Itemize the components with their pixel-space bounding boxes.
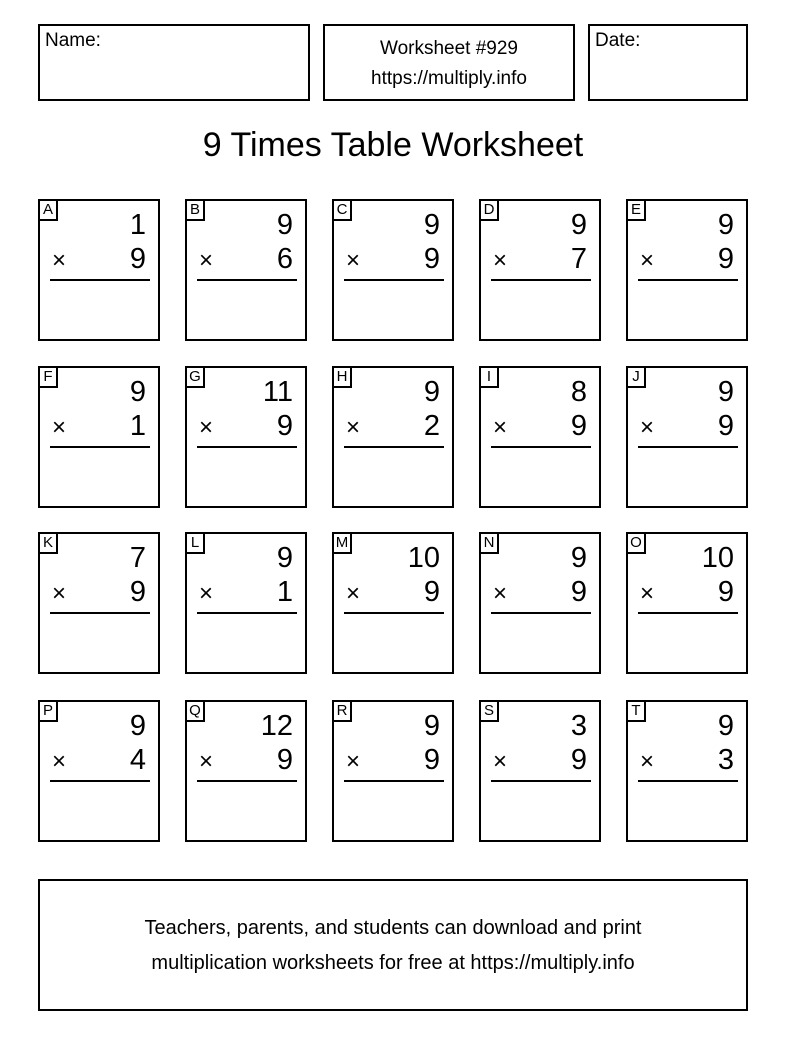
multiplier: 9 <box>570 410 587 442</box>
times-sign: × <box>346 247 361 274</box>
answer-line <box>344 780 444 782</box>
times-sign: × <box>346 748 361 775</box>
multiplier: 7 <box>570 243 587 275</box>
problem-box[interactable] <box>332 532 454 674</box>
times-sign: × <box>640 748 655 775</box>
multiplier: 9 <box>423 243 440 275</box>
footer-line-2: multiplication worksheets for free at https://multiply.info <box>151 952 635 974</box>
problem-letter: G <box>185 366 205 388</box>
times-sign: × <box>493 748 508 775</box>
problem-letter: P <box>38 700 58 722</box>
multiplier: 9 <box>570 576 587 608</box>
date-label: Date: <box>595 30 641 51</box>
problem-letter: I <box>479 366 499 388</box>
problem-letter: A <box>38 199 58 221</box>
page-title: 9 Times Table Worksheet <box>202 126 584 164</box>
multiplicand: 9 <box>717 710 734 742</box>
multiplicand: 9 <box>423 376 440 408</box>
answer-line <box>344 446 444 448</box>
problem-letter: C <box>332 199 352 221</box>
multiplicand: 8 <box>570 376 587 408</box>
footer-line-1: Teachers, parents, and students can download and print <box>144 917 642 939</box>
problem-letter: B <box>185 199 205 221</box>
multiplier: 2 <box>423 410 440 442</box>
answer-line <box>50 780 150 782</box>
problem-letter: Q <box>185 700 205 722</box>
multiplicand: 12 <box>260 710 293 742</box>
answer-line <box>197 446 297 448</box>
worksheet-info-box <box>323 24 575 101</box>
problem-box[interactable] <box>332 199 454 341</box>
multiplier: 9 <box>276 744 293 776</box>
multiplier: 6 <box>276 243 293 275</box>
answer-line <box>638 612 738 614</box>
answer-line <box>344 279 444 281</box>
multiplicand: 9 <box>276 209 293 241</box>
problem-box[interactable] <box>626 199 748 341</box>
problem-box[interactable] <box>479 366 601 508</box>
date-box[interactable] <box>588 24 748 101</box>
times-sign: × <box>493 580 508 607</box>
multiplicand: 9 <box>570 209 587 241</box>
answer-line <box>50 612 150 614</box>
problem-box[interactable] <box>38 532 160 674</box>
multiplicand: 9 <box>717 209 734 241</box>
problem-letter: R <box>332 700 352 722</box>
problem-box[interactable] <box>185 532 307 674</box>
multiplier: 9 <box>717 410 734 442</box>
times-sign: × <box>346 580 361 607</box>
problem-box[interactable] <box>38 700 160 842</box>
problem-box[interactable] <box>185 199 307 341</box>
times-sign: × <box>640 580 655 607</box>
problem-box[interactable] <box>479 532 601 674</box>
problem-letter: K <box>38 532 58 554</box>
answer-line <box>197 780 297 782</box>
multiplicand: 1 <box>129 209 146 241</box>
problem-letter: D <box>479 199 499 221</box>
answer-line <box>197 612 297 614</box>
problem-box[interactable] <box>626 700 748 842</box>
answer-line <box>491 279 591 281</box>
multiplicand: 10 <box>701 542 734 574</box>
problem-letter: L <box>185 532 205 554</box>
times-sign: × <box>199 748 214 775</box>
problem-letter: E <box>626 199 646 221</box>
problem-box[interactable] <box>38 199 160 341</box>
name-label: Name: <box>45 30 101 51</box>
answer-line <box>491 446 591 448</box>
multiplier: 1 <box>276 576 293 608</box>
problem-box[interactable] <box>332 700 454 842</box>
problem-box[interactable] <box>626 366 748 508</box>
multiplier: 9 <box>717 243 734 275</box>
answer-line <box>50 279 150 281</box>
times-sign: × <box>52 748 67 775</box>
times-sign: × <box>640 414 655 441</box>
multiplicand: 10 <box>407 542 440 574</box>
problem-box[interactable] <box>185 366 307 508</box>
times-sign: × <box>493 247 508 274</box>
times-sign: × <box>52 414 67 441</box>
multiplier: 3 <box>717 744 734 776</box>
problem-letter: N <box>479 532 499 554</box>
times-sign: × <box>640 247 655 274</box>
multiplier: 9 <box>423 744 440 776</box>
answer-line <box>638 446 738 448</box>
times-sign: × <box>199 247 214 274</box>
worksheet-number: Worksheet #929 <box>379 38 518 59</box>
answer-line <box>638 780 738 782</box>
multiplier: 9 <box>423 576 440 608</box>
multiplier: 9 <box>276 410 293 442</box>
times-sign: × <box>52 580 67 607</box>
name-box[interactable] <box>38 24 310 101</box>
multiplicand: 9 <box>129 376 146 408</box>
problem-box[interactable] <box>38 366 160 508</box>
problem-box[interactable] <box>479 700 601 842</box>
problem-letter: J <box>626 366 646 388</box>
problem-letter: M <box>332 532 352 554</box>
multiplicand: 9 <box>570 542 587 574</box>
problem-letter: O <box>626 532 646 554</box>
answer-line <box>491 612 591 614</box>
multiplicand: 9 <box>717 376 734 408</box>
multiplicand: 7 <box>129 542 146 574</box>
problem-box[interactable] <box>185 700 307 842</box>
worksheet-website: https://multiply.info <box>371 68 527 89</box>
multiplier: 1 <box>129 410 146 442</box>
times-sign: × <box>493 414 508 441</box>
multiplicand: 9 <box>129 710 146 742</box>
footer-box <box>38 879 748 1011</box>
times-sign: × <box>199 580 214 607</box>
multiplicand: 9 <box>276 542 293 574</box>
multiplicand: 9 <box>423 209 440 241</box>
answer-line <box>638 279 738 281</box>
problem-box[interactable] <box>479 199 601 341</box>
problem-letter: T <box>626 700 646 722</box>
multiplier: 9 <box>570 744 587 776</box>
times-sign: × <box>346 414 361 441</box>
problem-box[interactable] <box>626 532 748 674</box>
multiplicand: 9 <box>423 710 440 742</box>
multiplicand: 3 <box>570 710 587 742</box>
times-sign: × <box>199 414 214 441</box>
answer-line <box>491 780 591 782</box>
multiplier: 4 <box>129 744 146 776</box>
multiplier: 9 <box>129 576 146 608</box>
problem-letter: F <box>38 366 58 388</box>
multiplier: 9 <box>717 576 734 608</box>
times-sign: × <box>52 247 67 274</box>
problem-letter: H <box>332 366 352 388</box>
multiplier: 9 <box>129 243 146 275</box>
answer-line <box>344 612 444 614</box>
answer-line <box>50 446 150 448</box>
answer-line <box>197 279 297 281</box>
multiplicand: 11 <box>262 376 293 408</box>
problem-box[interactable] <box>332 366 454 508</box>
problem-letter: S <box>479 700 499 722</box>
